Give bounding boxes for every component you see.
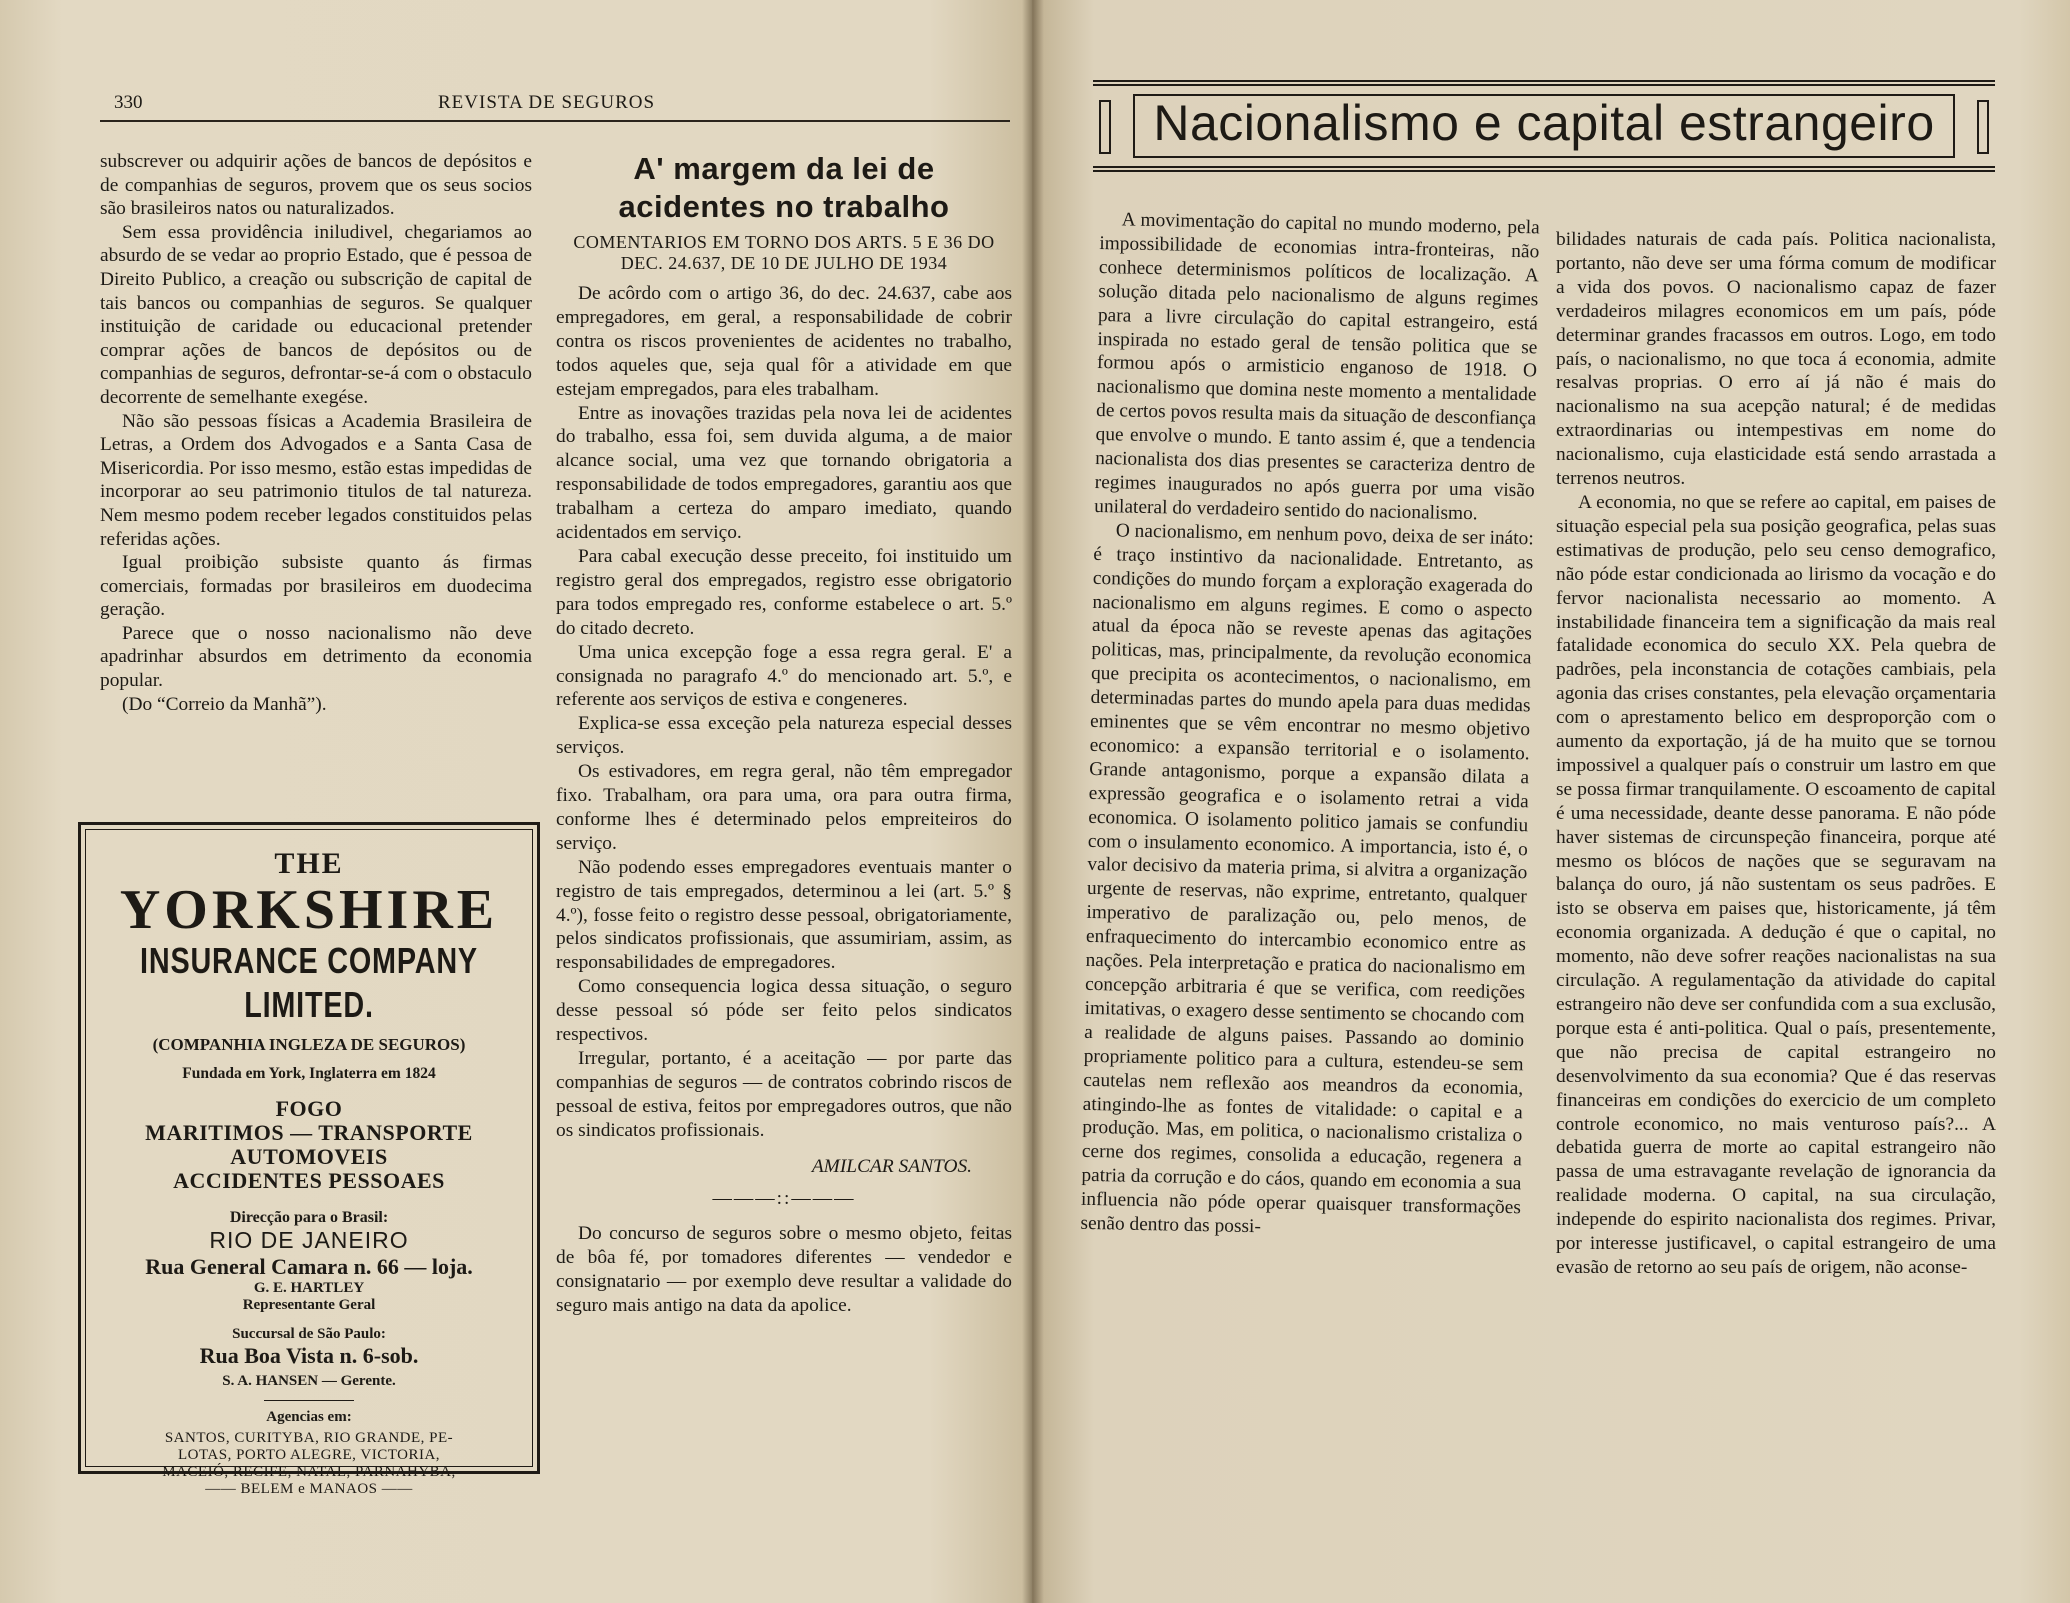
paragraph: Não são pessoas físicas a Academia Brasileira de Letras, a Ordem dos Advogados e a Santa Casa de Misericordia. Por isso mesmo, estão estas impedidas de incorporar ao seu patrimonio titulos de tal natureza. Nem mesmo podem receber legados constituidos pelas referidas ações. bbox=[100, 410, 532, 550]
nationalism-column-1 bbox=[1080, 208, 1540, 1244]
paragraph: De acôrdo com o artigo 36, do dec. 24.637, cabe aos empregadores, em geral, a responsabilidade de cobrir contra os riscos provenientes de acidentes no trabalho, todos aqueles que, seja qual fôr a atividade em que estejam empregados, para eles trabalham. bbox=[556, 283, 1012, 400]
paragraph: bilidades naturais de cada país. Politica nacionalista, portanto, não deve ser uma fórma comum de modificar a vida dos povos. O nacionalismo capaz de fazer verdadeiros milagres economicos em um país, póde determinar grandes fracassos em outros. Logo, em todo país, o nacionalismo, no que toca á economia, admite resalvas proprias. O erro aí já não é mais do nacionalismo na sua acepção natural; é de medidas extraordinarias ou intempestivas em nome do nacionalismo, cuja elasticidade está sendo arrastada a terrenos neutros. bbox=[1556, 229, 1996, 490]
paragraph: Sem essa providência iniludivel, chegariamos ao absurdo de se vedar ao proprio Estado, que é pessoa de Direito Publico, a creação ou subscrição de capital de tais bancos ou companhias de seguros. Se qualquer instituição de caridade ou educacional pretender comprar ações de bancos de depósitos ou de companhias de seguros, defrontar-se-á com o obstaculo decorrente de semelhante exegése. bbox=[100, 221, 532, 408]
article-title: Nacionalismo e capital estrangeiro bbox=[1153, 95, 1935, 151]
yorkshire-advertisement bbox=[78, 822, 540, 1497]
ad-agencies-label: Agencias em: bbox=[266, 1409, 352, 1425]
ad-rule bbox=[264, 1400, 354, 1401]
paragraph: Como consequencia logica dessa situação, o seguro desse pessoal só póde ser feito pelos sindicatos respectivos. bbox=[556, 976, 1012, 1046]
ad-branch: Succursal de São Paulo: bbox=[232, 1326, 386, 1342]
paragraph: subscrever ou adquirir ações de bancos de depósitos e de companhias de seguros, provem que os seus socios são brasileiros natos ou naturalizados. bbox=[100, 151, 532, 220]
separator: ———::——— bbox=[712, 1187, 856, 1209]
accident-law-article bbox=[556, 150, 1012, 1318]
paragraph: Do concurso de seguros sobre o mesmo objeto, feitas de bôa fé, por tomadores diferentes — vendedor e consignatario — por exemplo deve resultar a validade do seguro mais antigo na data da apolice. bbox=[556, 1223, 1012, 1317]
ad-rep-name: G. E. HARTLEY bbox=[253, 1280, 365, 1296]
ad-subtitle: (COMPANHIA INGLEZA DE SEGUROS) bbox=[152, 1035, 466, 1054]
ad-manager: S. A. HANSEN — Gerente. bbox=[222, 1373, 396, 1389]
article-subtitle: COMENTARIOS EM TORNO DOS ARTS. 5 E 36 DO DEC. 24.637, DE 10 DE JULHO DE 1934 bbox=[573, 232, 995, 273]
ad-rep-title: Representante Geral bbox=[242, 1297, 376, 1313]
paragraph: Entre as inovações trazidas pela nova lei de acidentes do trabalho, essa foi, sem duvida alguma, a de maior alcance social, uma vez que tornando obrigatoria a responsabilidade de todos empregadores, garantiu aos que trabalham a certeza do amparo imediato, quando acidentados em serviço. bbox=[556, 402, 1012, 544]
paragraph: Não podendo esses empregadores eventuais manter o registro de tais empregados, determinou a lei (art. 5.º § 4.º), fosse feito o registro desse pessoal, obrigatoriamente, pelos sindicatos profissionais, que assumiriam, assim, as responsabilidades de empregadores. bbox=[556, 856, 1012, 974]
ad-founded: Fundada em York, Inglaterra em 1824 bbox=[182, 1065, 436, 1082]
ad-brand: YORKSHIRE bbox=[119, 879, 499, 941]
running-head bbox=[100, 92, 1010, 122]
left-column-text bbox=[100, 150, 532, 716]
ad-branch-address: Rua Boa Vista n. 6-sob. bbox=[199, 1343, 419, 1368]
ad-agencies: SANTOS, CURITYBA, RIO GRANDE, PE- bbox=[164, 1430, 454, 1446]
ad-agencies: MACEIÓ, RECIFE, NATAL, PARNAHYBA, bbox=[162, 1464, 456, 1480]
author-signature: AMILCAR SANTOS. bbox=[811, 1155, 972, 1177]
ad-agencies: LOTAS, PORTO ALEGRE, VICTORIA, bbox=[177, 1447, 441, 1463]
ad-line: AUTOMOVEIS bbox=[230, 1144, 388, 1169]
paragraph: Igual proibição subsiste quanto ás firmas comerciais, formadas por brasileiros em duodecima geração. bbox=[100, 552, 532, 621]
ad-direction: Direcção para o Brasil: bbox=[229, 1209, 389, 1226]
ad-company: INSURANCE COMPANY LIMITED. bbox=[140, 940, 478, 1025]
article-banner bbox=[1093, 80, 1995, 172]
paragraph: Uma unica excepção foge a essa regra geral. E' a consignada no paragrafo 4.º do mencionado art. 5.º, e referente aos serviços de estiva e congeneres. bbox=[556, 641, 1012, 711]
ad-agencies: —— BELEM e MANAOS —— bbox=[205, 1481, 413, 1497]
source-credit: (Do “Correio da Manhã”). bbox=[122, 693, 327, 715]
paragraph: A movimentação do capital no mundo moderno, pela impossibilidade de economias intra-fronteiras, não conhece determinismos políticos de localização. A solução ditada pelo nacionalismo de alguns regimes para a livre circulação do capital estrangeiro, está inspirada no estado geral de tensão politica que se formou após o armisticio enganoso de 1918. O nacionalismo que domina neste momento a mentalidade de certos povos resulta mais da situação de desconfiança que envolve o mundo. E tanto assim é, que a tendencia nacionalista dos dias presentes se caracteriza dentro de regimes inaugurados no após guerra por uma visão unilateral do verdadeiro sentido do nacionalismo. bbox=[1094, 209, 1540, 525]
ad-line: ACCIDENTES PESSOAES bbox=[173, 1168, 445, 1193]
paragraph: Os estivadores, em regra geral, não têm empregador fixo. Trabalham, ora para uma, ora para outra firma, conforme lhes é determinado pelos empreiteiros do serviço. bbox=[556, 761, 1012, 854]
ad-address: Rua General Camara n. 66 — loja. bbox=[145, 1254, 473, 1279]
ad-line: MARITIMOS — TRANSPORTE bbox=[145, 1120, 473, 1145]
paragraph: Para cabal execução desse preceito, foi instituido um registro geral dos empregados, registro esse obrigatorio para todos empregado res, conforme estabelece o art. 5.º do citado decreto. bbox=[556, 545, 1012, 639]
paragraph: Irregular, portanto, é a aceitação — por parte das companhias de seguros — de contratos cobrindo riscos de pessoal de estiva, feitos por empregadores outros, que não os sindicatos profissionais. bbox=[556, 1048, 1012, 1141]
article-title: A' margem da lei de acidentes no trabalho bbox=[618, 151, 950, 224]
nationalism-column-2 bbox=[1556, 228, 1996, 1280]
binding-gutter bbox=[1022, 0, 1044, 1603]
ad-city: RIO DE JANEIRO bbox=[209, 1227, 409, 1253]
ad-line: FOGO bbox=[275, 1096, 343, 1121]
paragraph: O nacionalismo, em nenhum povo, deixa de ser ináto: é traço instintivo da nacionalidade. Entretanto, as condições do mundo forçam a exploração exagerada do nacionalismo em alguns regimes. E como o aspecto atual da época não se reveste apenas das agitações politicas, mas, principalmente, da revolução economica que precipita os acontecimentos, o nacionalismo, em determinadas partes do mundo apela para duas medidas eminentes que se vêm encontrar no mesmo objetivo economico: a expansão territorial e o isolamento. Grande antagonismo, porque a expansão dilata a expressão geografica e o isolamento retrai a vida economica. O isolamento politico jamais se confundiu com o insulamento economico. A importancia, isto é, o valor decisivo da materia prima, si alvitra a organização urgente de reservas, não exprime, entretanto, qualquer imperativo de paralização ou, pelo menos, de enfraquecimento do intercambio economico entre as nações. Pela interpretação e pratica do nacionalismo em concepção arbitraria é que se verifica, com reedições imitativas, o exagero desse sentimento se chocando com a realidade de alguns paises. Passando ao dominio propriamente politico para a cultura, estendeu-se sem cautelas nem reflexão aos meandros da economia, atingindo-lhe as fontes de vitalidade: o capital e a produção. Mas, em politica, o nacionalismo cristaliza o cerne dos regimes, consolida a educação, regenera a patria da corrução e do cáos, quando em economia a sua influencia não póde operar quaisquer transformações senão dentro das possi- bbox=[1080, 520, 1534, 1238]
paragraph: Explica-se essa exceção pela natureza especial desses serviços. bbox=[556, 713, 1012, 759]
paragraph: A economia, no que se refere ao capital, em paises de situação especial pela sua posição geografica, pelas suas estimativas de produção, pelo seu censo demografico, não póde estar condicionada ao lirismo da vocação e do fervor nacionalista necessario ao momento. A instabilidade financeira tem a significação da mais real fatalidade economica do seculo XX. Pela quebra de padrões, pela inconstancia de cotações cambiais, pela agonia das crises constantes, pela elevação orçamentaria com o aprestamento belico em desproporção com o aumento da exportação, já de ha muito que se tornou impossivel a qualquer país o construir um lastro em que se possa firmar tranquilamente. O escoamento de capital é uma necessidade, deante desse panorama. E não póde haver sistemas de circunspeção financeira, porque até mesmo os blócos de nações que se seguravam na balança do ouro, já não sustentam os seus padrões. E isto se observa em paises que, historicamente, já têm economia organizada. A dedução é que o capital, no momento, não deve sofrer reações nacionalistas na sua circulação. A regulamentação da atividade do capital estrangeiro não deve ser confundida com a sua exclusão, porque esta é anti-politica. Qual o país, presentemente, que não precisa de capital estrangeiro no desenvolvimento da sua economia? Que é das reservas financeiras em condições do exercicio de um completo controle economico, no mais venturoso país?... A debatida guerra de morte ao capital estrangeiro não passa de uma estravagante revelação de ignorancia da realidade moderna. O capital, na sua circulação, independe do espirito nacionalista dos regimes. Privar, por interesse justificavel, o capital estrangeiro de uma evasão de retorno ao seu país de origem, não aconse- bbox=[1556, 491, 1996, 1278]
ad-the: THE bbox=[274, 847, 344, 880]
journal-title: REVISTA DE SEGUROS bbox=[438, 92, 656, 113]
page-number: 330 bbox=[114, 92, 143, 113]
paragraph: Parece que o nosso nacionalismo não deve apadrinhar absurdos em detrimento da economia popular. bbox=[100, 622, 532, 692]
